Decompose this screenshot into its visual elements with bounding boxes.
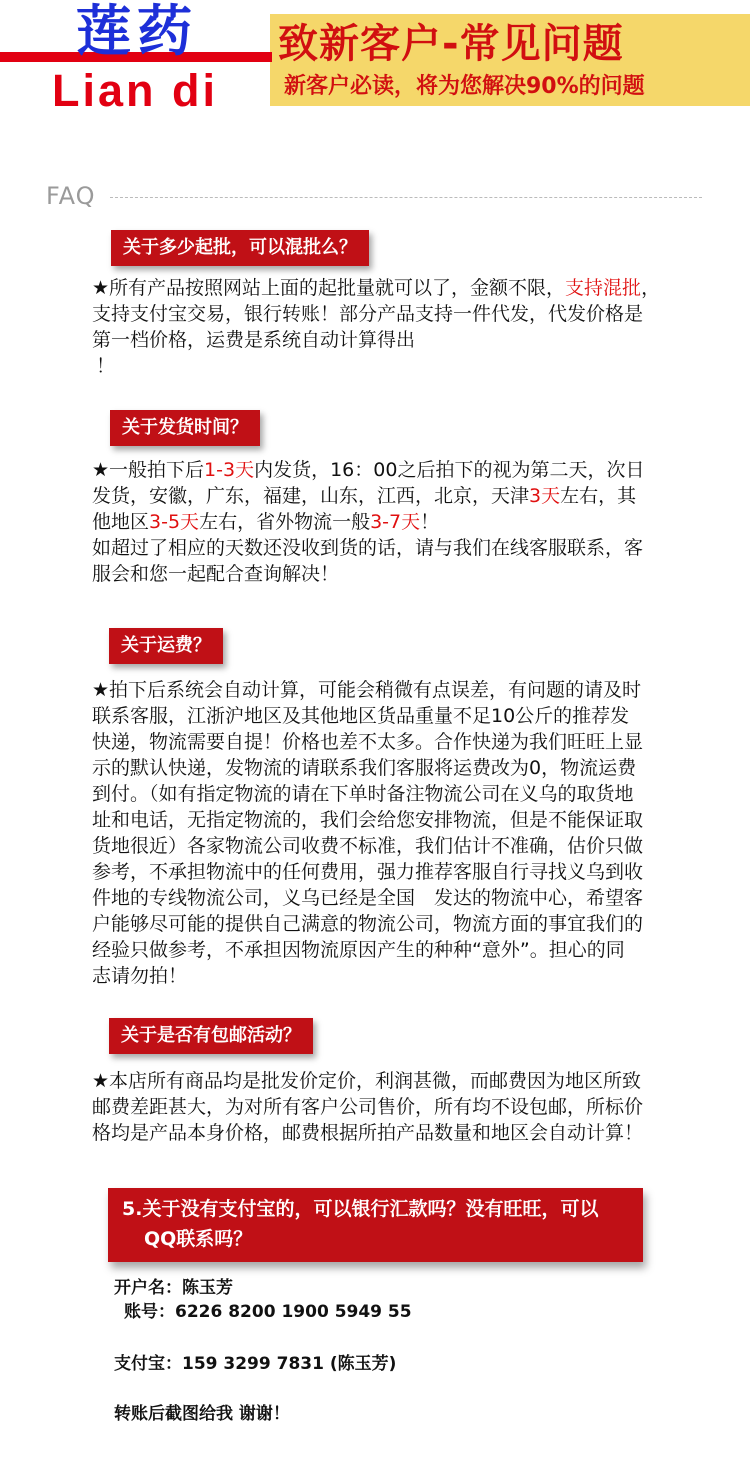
- text-line: 第一档价格，运费是系统自动计算得出: [92, 329, 416, 351]
- section-heading-free-shipping: 关于是否有包邮活动？: [109, 1018, 313, 1054]
- highlight-text: 3-7天: [370, 511, 421, 533]
- account-name: 开户名：陈玉芳: [114, 1278, 233, 1298]
- text-line: 如超过了相应的天数还没收到货的话，请与我们在线客服联系，客: [92, 537, 644, 559]
- text-line: 经验只做参考，不承担因物流原因产生的种种“意外”。担心的同: [92, 939, 625, 961]
- section-body-minimum-order: [92, 275, 688, 379]
- highlight-text: 支持混批: [565, 277, 642, 299]
- transfer-note: 转账后截图给我 谢谢！: [114, 1404, 290, 1424]
- heading-line: 5.关于没有支付宝的，可以银行汇款吗？没有旺旺，可以: [122, 1198, 599, 1220]
- text-line: ！: [96, 355, 116, 377]
- section-body-shipping-fee: [92, 677, 688, 989]
- section-heading-shipping-time: 关于发货时间？: [110, 410, 260, 446]
- heading-line: QQ联系吗？: [144, 1228, 253, 1250]
- faq-divider: [110, 197, 702, 198]
- text-line: 格均是产品本身价格，邮费根据所拍产品数量和地区会自动计算！: [92, 1122, 644, 1144]
- text-line: 支持支付宝交易，银行转账！部分产品支持一件代发，代发价格是: [92, 303, 644, 325]
- faq-label: FAQ: [46, 182, 96, 210]
- text-line: 志请勿拍！: [92, 965, 188, 987]
- text-line: ★一般拍下后1-3天内发货，16：00之后拍下的视为第二天，次日: [92, 459, 645, 481]
- text-line: 址和电话，无指定物流的，我们会给您安排物流，但是不能保证取: [92, 809, 644, 831]
- section-heading-minimum-order: 关于多少起批，可以混批么？: [111, 230, 369, 266]
- logo-chinese: 莲药: [76, 0, 199, 63]
- text-line: 邮费差距甚大，为对所有客户公司售价，所有均不设包邮，所标价: [92, 1096, 644, 1118]
- text-line: 参考，不承担物流中的任何费用，强力推荐客服自行寻找义乌到收: [92, 861, 644, 883]
- account-number: 账号：6226 8200 1900 5949 55: [124, 1302, 412, 1322]
- text-line: ★所有产品按照网站上面的起批量就可以了，金额不限，支持混批，: [92, 277, 661, 299]
- section-heading-payment-methods: [108, 1188, 643, 1262]
- highlight-text: 3天: [529, 485, 561, 507]
- text-line: 到付。（如有指定物流的请在下单时备注物流公司在义乌的取货地: [92, 783, 634, 805]
- text-line: 货地很近）各家物流公司收费不标准，我们估计不准确，估价只做: [92, 835, 644, 857]
- alipay-account: 支付宝：159 3299 7831 (陈玉芳): [114, 1354, 397, 1374]
- text-line: 示的默认快递，发物流的请联系我们客服将运费改为0，物流运费: [92, 757, 637, 779]
- section-body-free-shipping: [92, 1068, 688, 1146]
- text-line: 发货，安徽，广东，福建，山东，江西，北京，天津3天左右，其: [92, 485, 637, 507]
- page-title: 致新客户-常见问题: [278, 21, 624, 67]
- text-line: ★拍下后系统会自动计算，可能会稍微有点误差，有问题的请及时: [92, 679, 642, 701]
- text-line: 服会和您一起配合查询解决！: [92, 563, 340, 585]
- text-line: 户能够尽可能的提供自己满意的物流公司，物流方面的事宜我们的: [92, 913, 644, 935]
- logo-english: Lian di: [52, 65, 218, 116]
- page-subtitle: 新客户必读，将为您解决90%的问题: [284, 74, 645, 99]
- text-line: 联系客服，江浙沪地区及其他地区货品重量不足10公斤的推荐发: [92, 705, 630, 727]
- highlight-text: 1-3天: [204, 459, 255, 481]
- section-heading-shipping-fee: 关于运费？: [109, 628, 223, 664]
- text-line: 快递，物流需要自提！价格也差不太多。合作快递为我们旺旺上显: [92, 731, 644, 753]
- text-line: ★本店所有商品均是批发价定价，利润甚微，而邮费因为地区所致: [92, 1070, 642, 1092]
- text-line: 他地区3-5天左右，省外物流一般3-7天！: [92, 511, 440, 533]
- highlight-text: 3-5天: [149, 511, 200, 533]
- text-line: 件地的专线物流公司，义乌已经是全国 发达的物流中心，希望客: [92, 887, 644, 909]
- section-body-shipping-time: [92, 457, 688, 587]
